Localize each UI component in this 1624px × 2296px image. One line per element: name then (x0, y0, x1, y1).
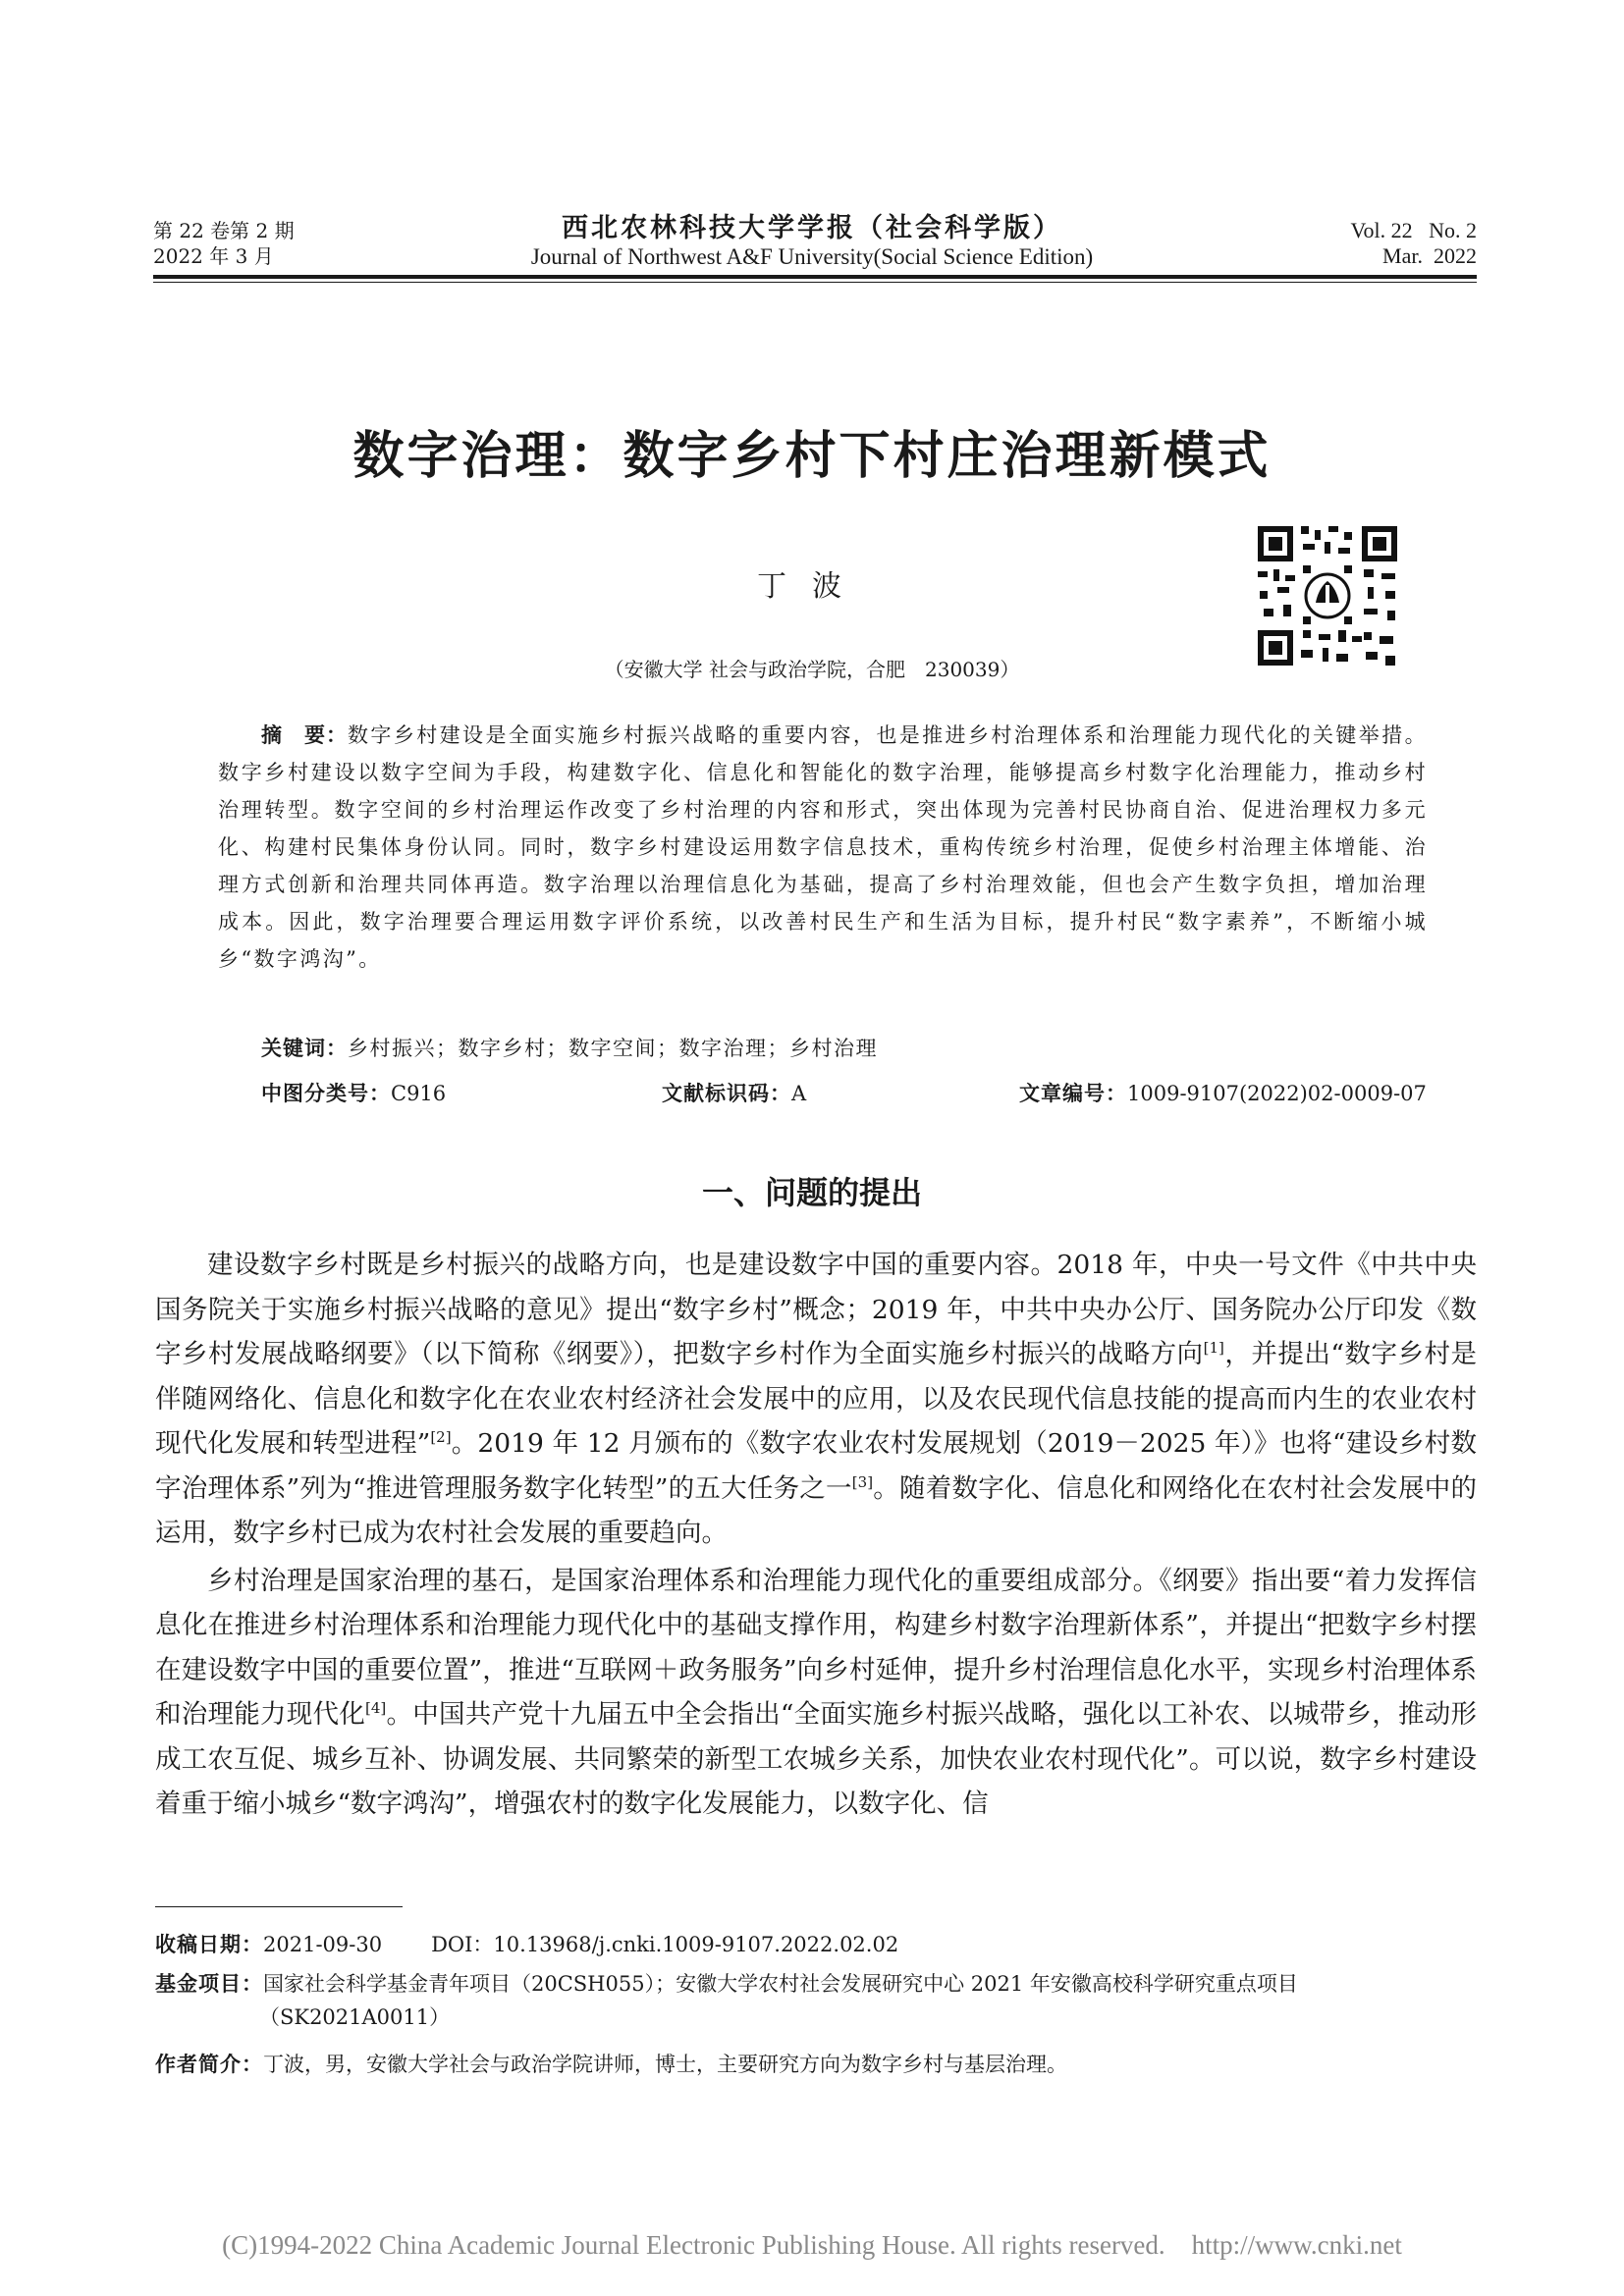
article-title: 数字治理：数字乡村下村庄治理新模式 (352, 427, 1272, 486)
received-value: 2021-09-30 (263, 1933, 383, 1956)
section-heading: 一、问题的提出 (701, 1174, 922, 1211)
author-affiliation: （安徽大学 社会与政治学院，合肥 230039） (604, 658, 1020, 681)
citation-ref: [2] (430, 1428, 452, 1447)
paragraph-text: 。随着数字化、信息化和网络化在农村社会发展中的运用，数字乡村已成为农村社会发展的重要趋向。 (155, 1472, 1478, 1548)
volume-en: Vol. 22 No. 2 (1350, 218, 1477, 242)
header-rule-thick (153, 275, 1477, 279)
footnote-fund (155, 1967, 1477, 2034)
date-cn: 2022 年 3 月 (153, 244, 274, 268)
doc-code-value: A (791, 1082, 807, 1105)
keywords (261, 1033, 878, 1062)
abstract-label: 摘 要： (261, 723, 349, 747)
received-label: 收稿日期： (155, 1933, 263, 1956)
author-bio-label: 作者简介： (155, 2053, 263, 2076)
clc-number (261, 1078, 446, 1107)
paragraph-text: 并提出“数字乡村是伴随网络化、信息化和数字化在农业农村经济社会发展中的应用，以及农民现代信息技能的提高而内生的农业农村现代化发展和转型进程” (155, 1339, 1478, 1459)
fund-value: 国家社会科学基金青年项目（20CSH055）；安徽大学农村社会发展研究中心 2021 年安徽高校科学研究重点项目 (263, 1972, 1298, 1996)
citation-ref: [3] (851, 1472, 874, 1491)
paragraph-text: 。中国共产党十九届五中全会指出“全面实施乡村振兴战略，强化以工补农、以城带乡，推动形成工农互促、城乡互补、协调发展、共同繁荣的新型工农城乡关系，加快农业农村现代化”。可以说，数字乡村建设着重于缩小城乡“数字鸿沟”，增强农村的数字化发展能力，以数字化、信 (155, 1699, 1477, 1819)
article-number-value: 1009-9107(2022)02-0009-07 (1127, 1082, 1427, 1105)
keywords-label: 关键词： (261, 1037, 348, 1060)
clc-label: 中图分类号： (261, 1082, 391, 1105)
keywords-text: 乡村振兴；数字乡村；数字空间；数字治理；乡村治理 (348, 1037, 878, 1060)
article-number (1019, 1078, 1427, 1107)
doc-code-label: 文献标识码： (662, 1082, 791, 1105)
paragraph-text: 。2019 年 12 月颁布的《数字农业农村发展规划（2019－2025 年）》也将“建设乡村数字治理体系”列为“推进管理服务数字化转型”的五大任务之一 (155, 1428, 1477, 1504)
paragraph-text: ， (1223, 1339, 1252, 1369)
paragraph-text: 乡村治理是国家治理的基石，是国家治理体系和治理能力现代化的重要组成部分。《纲要》指出要“着力发挥信息化在推进乡村治理体系和治理能力现代化中的基础支撑作用，构建乡村数字治理新体系”，并提出“把数字乡村摆在建设数字中国的重要位置”，推进“互联网＋政务服务”向乡村延伸，提升乡村治理信息化水平，实现乡村治理体系和治理能力现代化 (155, 1565, 1477, 1730)
abstract-text: 数字乡村建设是全面实施乡村振兴战略的重要内容，也是推进乡村治理体系和治理能力现代化的关键举措。数字乡村建设以数字空间为手段，构建数字化、信息化和智能化的数字治理，能够提高乡村数字化治理能力，推动乡村治理转型。数字空间的乡村治理运作改变了乡村治理的内容和形式，突出体现为完善村民协商自治、促进治理权力多元化、构建村民集体身份认同。同时，数字乡村建设运用数字信息技术，重构传统乡村治理，促使乡村治理主体增能、治理方式创新和治理共同体再造。数字治理以治理信息化为基础，提高了乡村治理效能，但也会产生数字负担，增加治理成本。因此，数字治理要合理运用数字评价系统，以改善村民生产和生活为目标，提升村民“数字素养”，不断缩小城乡“数字鸿沟”。 (218, 723, 1429, 971)
citation-ref: [1] (1203, 1339, 1224, 1358)
footnote-rule (155, 1906, 403, 1907)
citation-ref: [4] (365, 1699, 387, 1718)
article-number-label: 文章编号： (1019, 1082, 1127, 1105)
paragraph-text: 建设数字乡村既是乡村振兴的战略方向，也是建设数字中国的重要内容。2018 年，中央一号文件《中共中央国务院关于实施乡村振兴战略的意见》提出“数字乡村”概念；2019 年，中共中央办公厅、国务院办公厅印发《数字乡村发展战略纲要》（以下简称《纲要》），把数字乡村作为全面实施乡村振兴的战略方向 (155, 1250, 1477, 1369)
journal-name-cn: 西北农林科技大学学报（社会科学版） (562, 213, 1062, 243)
clc-value: C916 (391, 1082, 447, 1105)
journal-name-en: Journal of Northwest A&F University(Social Science Edition) (530, 244, 1094, 269)
fund-value-cont: （SK2021A0011） (259, 2005, 451, 2029)
abstract (218, 717, 1428, 978)
body-text (155, 1243, 1477, 1827)
author-name: 丁波 (757, 569, 867, 604)
copyright-notice: (C)1994-2022 China Academic Journal Electronic Publishing House. All rights reserved. http://www.cnki.net (222, 2230, 1402, 2260)
volume-cn: 第 22 卷第 2 期 (153, 219, 295, 242)
date-en: Mar. 2022 (1382, 243, 1477, 268)
footnote-author (155, 2048, 1477, 2081)
footnote-received (155, 1928, 1477, 1961)
paragraph (155, 1559, 1477, 1827)
header-rule-thin (153, 282, 1477, 283)
fund-label: 基金项目： (155, 1972, 263, 1996)
document-code (662, 1078, 806, 1107)
paragraph (155, 1243, 1477, 1556)
doi: DOI：10.13968/j.cnki.1009-9107.2022.02.02 (431, 1933, 899, 1956)
issue-info-en (1350, 218, 1477, 269)
author-bio-value: 丁波，男，安徽大学社会与政治学院讲师，博士，主要研究方向为数字乡村与基层治理。 (263, 2053, 1067, 2076)
